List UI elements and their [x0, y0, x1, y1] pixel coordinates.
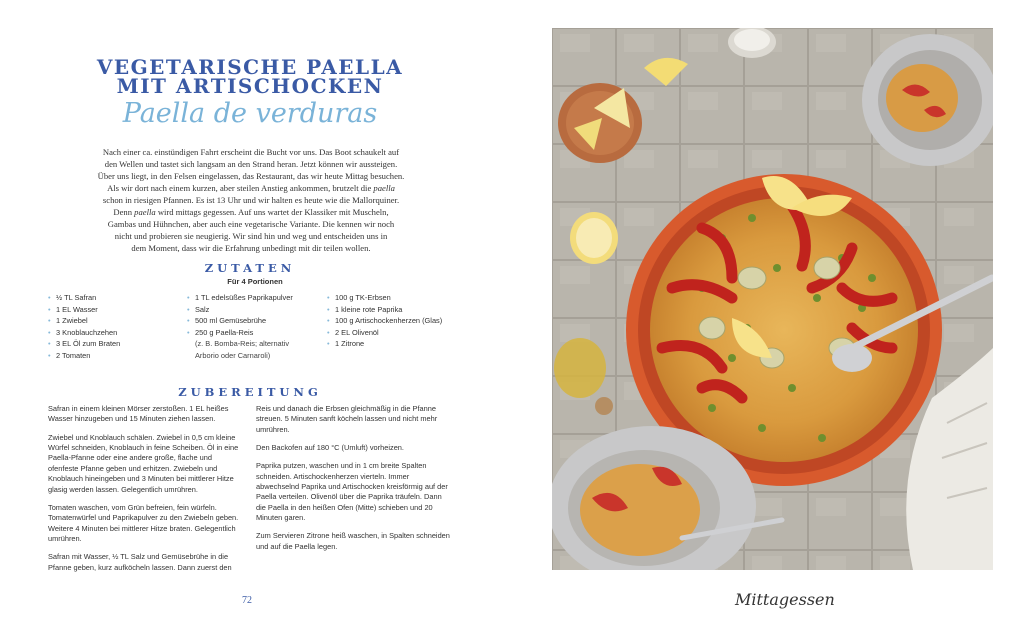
paella-pan-photo: [552, 28, 993, 570]
ingredients-heading: ZUTATEN: [204, 261, 296, 275]
preparation-step: Zum Servieren Zitrone heiß waschen, in Spalten schneiden und auf die Paella legen.: [256, 531, 450, 551]
ingredient-item: • ½ TL Safran: [48, 292, 120, 304]
ingredient-note: Arborio oder Carnaroli): [195, 350, 271, 360]
ingredient-item: • 1 TL edelsüßes Paprikapulver: [187, 292, 293, 304]
ingredient-item: • 3 EL Öl zum Braten: [48, 338, 120, 350]
servings-label: Für 4 Portionen: [227, 277, 283, 286]
title-line-2: MIT ARTISCHOCKEN: [116, 74, 384, 98]
ingredient-note: (z. B. Bomba-Reis; alternativ: [195, 339, 290, 348]
ingredient-item: • 100 g Artischockenherzen (Glas): [327, 315, 442, 327]
ingredient-item: • Salz: [187, 304, 293, 316]
cork: [595, 397, 613, 415]
title-line-1: VEGETARISCHE PAELLA: [96, 55, 404, 79]
preparation-column-2: [256, 404, 451, 560]
ingredient-item: • 1 kleine rote Paprika: [327, 304, 442, 316]
ingredient-item: • 1 EL Wasser: [48, 304, 120, 316]
preparation-step: Paprika putzen, waschen und in 1 cm breite Spalten schneiden. Artischockenherzen vierteln. Immer abwechselnd Paprika und Artischocken kreisförmig auf der Paella verteilen. Olivenöl über die Paprika träufeln. Dann die Paella in den heißen Ofen (Mitte) schieben und 20 Minuten garen.: [256, 461, 448, 523]
ingredient-item: • 3 Knoblauchzehen: [48, 327, 120, 339]
ingredient-item: • 1 Zitrone: [327, 338, 442, 350]
preparation-step: Reis und danach die Erbsen gleichmäßig in die Pfanne streuen. 5 Minuten sanft köcheln lassen und nicht mehr umrühren.: [256, 404, 438, 434]
ingredient-item: • 2 EL Olivenöl: [327, 327, 442, 339]
preparation-step: Safran mit Wasser, ½ TL Salz und Gemüsebrühe in die Pfanne geben, kurz aufköcheln lassen. Dann zuerst den: [48, 552, 232, 572]
preparation-step: Safran in einem kleinen Mörser zerstoßen. 1 EL heißes Wasser hinzugeben und 15 Minuten ziehen lassen.: [48, 404, 229, 424]
recipe-title: [90, 55, 410, 98]
intro-text: Nach einer ca. einstündigen Fahrt erscheint die Bucht vor uns. Das Boot schaukelt auf den Wellen und tastet sich langsam an den Strand heran. Jetzt können wir aussteigen. Über uns liegt, in den Felsen eingelassen, das Restaurant, das wir heute Mittag besuchen. Als wir dort nach einem kurzen, aber steilen Anstieg ankommen, brutzelt die paella schon in riesigen Pfannen. Es ist 13 Uhr und wir halten es heute wie die Mallorquiner. Denn paella wird mittags gegessen. Auf uns wartet der Klassiker mit Muscheln, Gambas und Hühnchen, aber auch eine vegetarische Variante. Die kennen wir noch nicht und probieren sie neugierig. Wir sind hin und weg und entscheiden uns in dem Moment, dass wir die Erfahrung unbedingt mit dir teilen wollen.: [97, 147, 405, 253]
ingredient-item: • 250 g Paella-Reis (z. B. Bomba-Reis; alternativ Arborio oder Carnaroli): [187, 327, 293, 362]
olive-oil-bottle: [554, 338, 606, 398]
ingredients-list-2: [187, 292, 293, 361]
ingredients-list-1: [48, 292, 120, 361]
page-number: 72: [242, 595, 252, 606]
preparation-step: Den Backofen auf 180 °C (Umluft) vorheizen.: [256, 443, 404, 453]
ingredient-item: • 100 g TK-Erbsen: [327, 292, 442, 304]
preparation-step: Zwiebel und Knoblauch schälen. Zwiebel in 0,5 cm kleine Würfel schneiden, Knoblauch in feine Scheiben. Öl in eine Paella-Pfanne oder eine andere große, flache und ofenfeste Pfanne geben und erhitzen. Zwiebeln und Knoblauch hineingeben und 3 Minuten bei mittlerer Hitze glasig werden lassen. Gelegentlich umrühren.: [48, 432, 239, 494]
recipe-subtitle: Paella de verduras: [122, 98, 378, 129]
preparation-column-1: [48, 404, 243, 581]
preparation-step: Tomaten waschen, vom Grün befreien, fein würfeln. Tomatenwürfel und Paprikapulver zu den Zwiebeln geben. Weitere 4 Minuten bei mittlerer Hitze braten. Gelegentlich umrühren.: [48, 502, 239, 544]
ingredient-item: • 500 ml Gemüsebrühe: [187, 315, 293, 327]
ingredient-item: • 1 Zwiebel: [48, 315, 120, 327]
preparation-heading: ZUBEREITUNG: [178, 385, 322, 399]
ingredients-list-3: [327, 292, 442, 350]
ingredient-item: • 2 Tomaten: [48, 350, 120, 362]
chapter-label: Mittagessen: [735, 590, 835, 609]
